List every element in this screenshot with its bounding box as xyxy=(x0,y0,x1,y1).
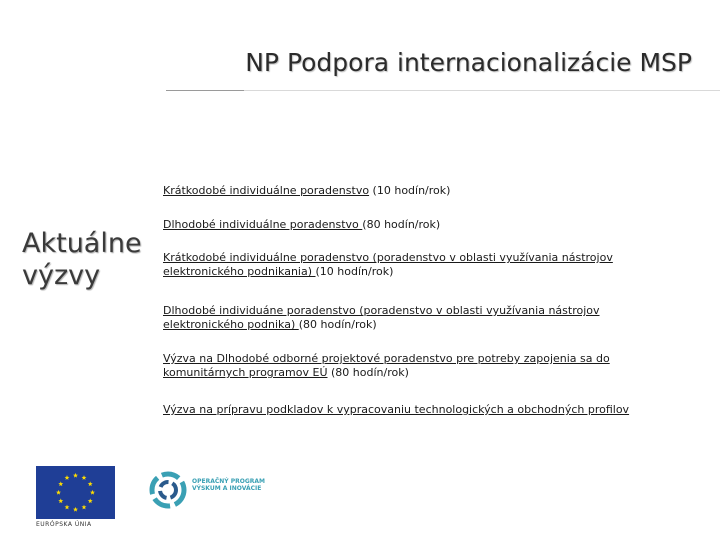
call-link-profiles[interactable]: Výzva na prípravu podkladov k vypracovaniu technologických a obchodných profilov xyxy=(163,403,630,416)
eu-star xyxy=(56,490,61,495)
list-item xyxy=(163,403,643,417)
title-underline xyxy=(166,90,720,91)
eu-star xyxy=(82,505,87,510)
call-hours: (80 hodín/rok) xyxy=(327,366,409,379)
op-name-line-2: VÝSKUM A INOVÁCIE xyxy=(192,485,262,492)
op-name-line-1: OPERAČNÝ PROGRAM xyxy=(192,478,265,485)
eu-star xyxy=(73,507,78,512)
eu-star xyxy=(58,498,63,503)
eu-star xyxy=(65,475,70,480)
op-ring-icon xyxy=(148,470,188,510)
call-link-long-term-ebusiness[interactable]: Dlhodobé individuáne poradenstvo (poradenstvo v oblasti využívania nástrojov elektronického podnika) xyxy=(163,304,600,331)
call-hours: (10 hodín/rok) xyxy=(369,184,451,197)
call-link-eu-programs[interactable]: Výzva na Dlhodobé odborné projektové poradenstvo pre potreby zapojenia sa do komunitárnych programov EÚ xyxy=(163,352,610,379)
call-hours: (80 hodín/rok) xyxy=(362,218,441,231)
eu-star xyxy=(88,498,93,503)
eu-star xyxy=(82,475,87,480)
eu-flag-icon xyxy=(36,466,115,519)
call-hours: (80 hodín/rok) xyxy=(298,318,377,331)
section-heading-line-1: Aktuálne xyxy=(22,228,142,259)
list-item xyxy=(163,251,643,279)
call-link-short-term[interactable]: Krátkodobé individuálne poradenstvo xyxy=(163,184,370,197)
list-item xyxy=(163,218,643,232)
page-title: NP Podpora internacionalizácie MSP xyxy=(245,48,692,77)
eu-star xyxy=(58,481,63,486)
list-item xyxy=(163,304,643,332)
eu-star xyxy=(88,481,93,486)
call-link-short-term-ebusiness[interactable]: Krátkodobé individuálne poradenstvo (poradenstvo v oblasti využívania nástrojov elektronického podnikania) xyxy=(163,251,613,278)
eu-star xyxy=(90,490,95,495)
call-hours: (10 hodín/rok) xyxy=(315,265,394,278)
list-item xyxy=(163,184,643,198)
eu-caption: EURÓPSKA ÚNIA xyxy=(36,521,92,528)
section-heading-line-2: výzvy xyxy=(22,260,101,291)
section-heading xyxy=(22,228,152,292)
call-link-long-term[interactable]: Dlhodobé individuálne poradenstvo xyxy=(163,218,363,231)
eu-stars-icon xyxy=(36,466,115,519)
eu-star xyxy=(73,473,78,478)
op-logo xyxy=(148,466,288,526)
list-item xyxy=(163,352,643,380)
op-name xyxy=(192,478,292,492)
eu-star xyxy=(65,505,70,510)
